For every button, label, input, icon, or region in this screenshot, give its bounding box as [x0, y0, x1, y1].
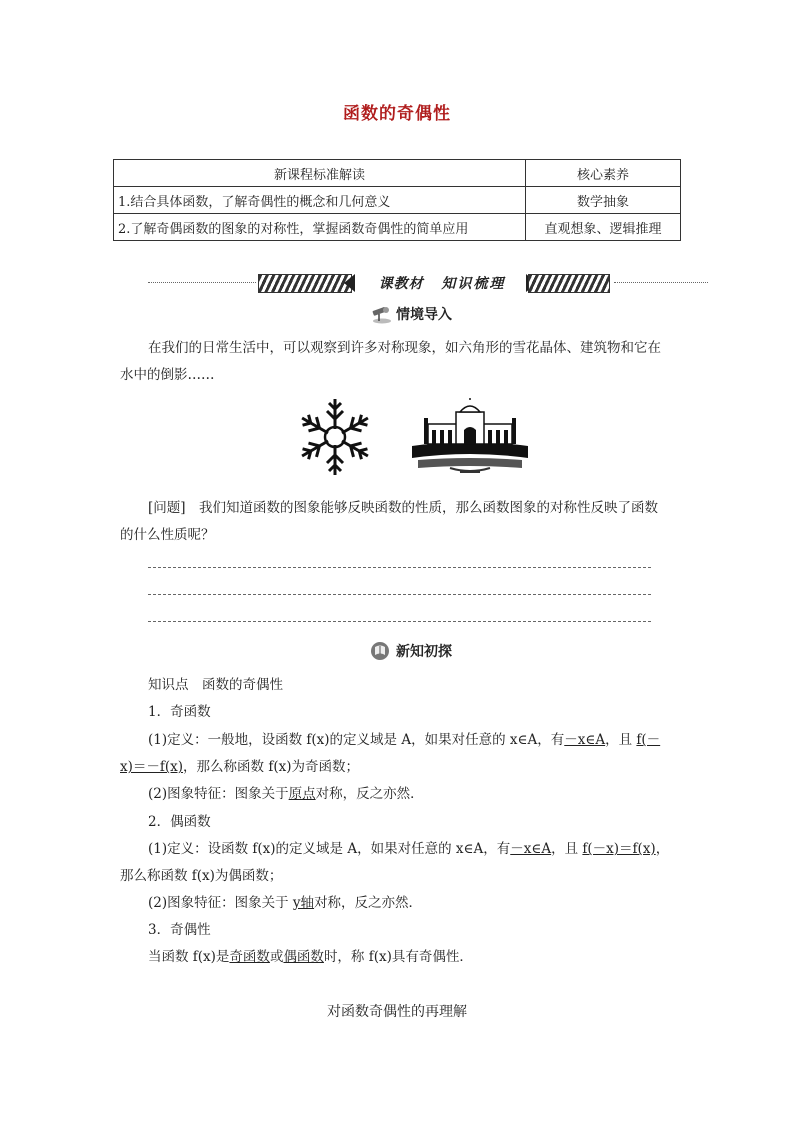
- table-row: [114, 187, 681, 214]
- subsection-title: 3．奇偶性: [148, 922, 211, 938]
- subsection-heading: 对函数奇偶性的再理解: [327, 1004, 467, 1020]
- banner-stripe-left: [258, 274, 352, 293]
- subsection-title: 2．偶函数: [148, 814, 211, 830]
- building-reflection-image: [410, 398, 530, 480]
- table-cell: 2.了解奇偶函数的图象的对称性，掌握函数奇偶性的简单应用: [114, 214, 526, 241]
- telescope-icon: [370, 304, 392, 324]
- banner-stripe-right: [528, 274, 610, 293]
- page-title: 函数的奇偶性: [343, 104, 451, 124]
- banner-divider: [614, 282, 708, 283]
- table-cell: 直观想象、逻辑推理: [526, 214, 681, 241]
- section-banner: [148, 272, 708, 294]
- banner-arrow-left-icon: [344, 274, 355, 292]
- intro-paragraph-line: 在我们的日常生活中，可以观察到许多对称现象，如六角形的雪花晶体、建筑物和它在: [148, 340, 661, 356]
- table-header-cell: 新课程标准解读: [114, 160, 526, 187]
- even-graph-feature: (2)图象特征：图象关于 y轴对称，反之亦然．: [148, 895, 423, 911]
- answer-line: [148, 567, 651, 568]
- question-paragraph-line: 的什么性质呢？: [120, 527, 215, 543]
- odd-definition-line: (1)定义：一般地，设函数 f(x)的定义域是 A，如果对任意的 x∈A，有－x∈A，且 f(－: [148, 732, 661, 748]
- even-definition-line: (1)定义：设函数 f(x)的定义域是 A，如果对任意的 x∈A，有－x∈A，且 f(－x)＝f(x)，: [148, 841, 670, 857]
- snowflake-image: [290, 395, 380, 480]
- parity-definition: 当函数 f(x)是奇函数或偶函数时，称 f(x)具有奇偶性．: [148, 949, 473, 965]
- curriculum-table: [113, 159, 681, 241]
- section-heading-scenario: [370, 304, 452, 324]
- even-definition-line: 那么称函数 f(x)为偶函数；: [120, 868, 283, 884]
- section-heading-new-knowledge: [370, 641, 452, 661]
- table-header-row: [114, 160, 681, 187]
- banner-label: 知识梳理: [441, 276, 506, 292]
- answer-line: [148, 621, 651, 622]
- table-row: [114, 214, 681, 241]
- intro-paragraph-line: 水中的倒影……: [120, 367, 215, 383]
- table-cell: 数学抽象: [526, 187, 681, 214]
- answer-line: [148, 594, 651, 595]
- odd-graph-feature: (2)图象特征：图象关于原点对称，反之亦然．: [148, 786, 424, 802]
- subsection-title: 1．奇函数: [148, 704, 211, 720]
- odd-definition-line: x)＝－f(x)，那么称函数 f(x)为奇函数；: [120, 759, 359, 775]
- question-paragraph-line: [问题] 我们知道函数的图象能够反映函数的性质，那么函数图象的对称性反映了函数: [148, 500, 659, 516]
- table-cell: 1.结合具体函数，了解奇偶性的概念和几何意义: [114, 187, 526, 214]
- section-heading-text: 新知初探: [396, 644, 452, 660]
- banner-prefix: 课教材: [378, 276, 424, 292]
- book-icon: [370, 641, 392, 661]
- section-heading-text: 情境导入: [396, 307, 452, 323]
- banner-title: [360, 273, 524, 293]
- table-header-cell: 核心素养: [526, 160, 681, 187]
- banner-divider: [148, 282, 256, 283]
- knowledge-point-title: 知识点 函数的奇偶性: [148, 677, 283, 693]
